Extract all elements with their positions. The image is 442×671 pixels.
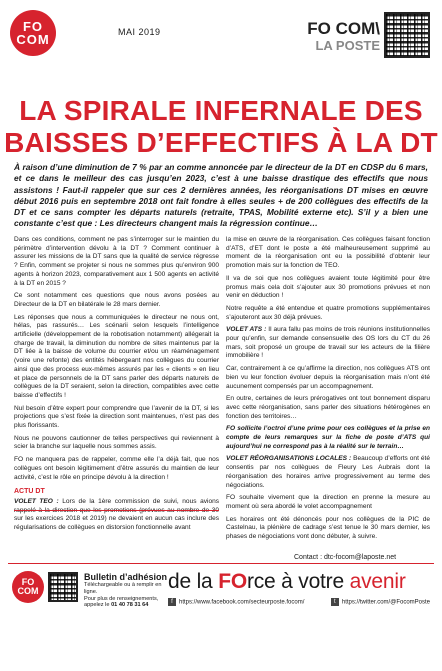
twitter-url: https://twitter.com/@FocomPoste (341, 599, 430, 606)
left-column (14, 236, 219, 537)
tagline-end: avenir (349, 570, 406, 593)
right-paragraph-5: En outre, certaines de leurs prérogatives ont tout bonnement disparu avec cette réorganisation, sans parler des situations hétérogènes en fonction des territoires… (226, 395, 430, 420)
facebook-url: https://www.facebook.com/secteurposte.focom/ (179, 599, 305, 606)
brand-subtitle: LA POSTE (315, 38, 380, 53)
volet-ats-paragraph (226, 326, 430, 361)
tagline-prefix: de la (168, 570, 219, 593)
issue-date: MAI 2019 (118, 27, 161, 37)
footer-logo-text-bottom: COM (17, 586, 39, 596)
logo-text-top: FO (22, 19, 44, 34)
footer-focom-logo (12, 571, 44, 603)
membership-phone-prefix: appelez le (84, 602, 112, 609)
headline-line-2: BAISSES D’EFFECTIFS À LA DT (4, 127, 438, 158)
left-paragraph-3: Les réponses que nous a communiquées le directeur ne nous ont, hélas, pas rassurés… Les scénarii selon lesquels l’intelligence artificielle (développement de la robotisation notamment) allégerait la charge de travail, la diminution du nombre de sites maintenus par la DT liée à la baisse de volume du courrier et/ou un réaménagement (voire une refonte) des entités hébergeant nos collègues du courrier ainsi que des process eux-mêmes assurés par les « clients » en lieu et place de personnels de la DT sans parler des départs naturels de collègues de la DT seraient, selon la direction, compatibles avec cette baisse d’effectifs ! (14, 313, 219, 399)
left-paragraph-1: Dans ces conditions, comment ne pas s’interroger sur le maintien du périmètre d’intervention dévolu à la DT ? Comment continuer à assurer les missions de la DT sans que la qualité de service régresse ? Enfin, comment se projeter si nous ne sommes plus qu’environ 900 agents à horizon 2023, comparativement aux 1 500 agents en activité à la DT en 2015 ? (14, 236, 219, 287)
right-paragraph-2: Il va de soi que nos collègues avaient toute légitimité pour être promus mais cela doit s’ajouter aux 30 promotions prévues et non venir en déduction ! (226, 274, 430, 300)
twitter-link[interactable] (331, 598, 430, 606)
volet-teo-paragraph (14, 498, 219, 533)
right-paragraph-4: Car, contrairement à ce qu’affirme la direction, nos collègues ATS ont bien vu leur fonction évoluer depuis la réorganisation mais n’ont été aucunement compensés par un accompagnement. (226, 365, 430, 390)
social-links (168, 598, 430, 606)
volet-ats-label: VOLET ATS : (226, 326, 267, 334)
right-column (226, 236, 430, 546)
volet-reorg-text: Beaucoup d’efforts ont été consentis par nos collègues de Fleury Les Aubrais dont la réorganisation des horaires arrive progressivement au terme des négociations. (226, 455, 430, 489)
qr-code-icon (384, 12, 430, 58)
footer-logo-text-top: FO (21, 577, 35, 587)
volet-reorg-label: VOLET RÉORGANISATIONS LOCALES : (226, 455, 352, 463)
volet-ats-text: Il aura fallu pas moins de trois réunions institutionnelles pour qu’enfin, sur demande consensuelle des OS lors du CT du 26 mars, soit proposé un groupe de travail sur les acteurs de la filière immobilière ! (226, 326, 430, 360)
brand-block (300, 20, 380, 52)
left-paragraph-2: Ce sont notamment ces questions que nous avons posées au Directeur de la DT en bilatérale le 28 mars dernier. (14, 292, 219, 308)
membership-phone: 01 40 78 31 64 (111, 602, 149, 609)
left-divider (14, 510, 219, 511)
fo-demand-paragraph: FO sollicite l’octroi d’une prime pour ces collègues et la prise en compte de leurs remarques sur la fiche de poste d’ATS qui aujourd’hui ne correspond pas à la réalité sur le terrain… (226, 425, 430, 450)
footer-divider (8, 563, 434, 564)
membership-form-line-1: Téléchargeable ou à remplir en ligne. (84, 582, 162, 595)
volet-reorg-paragraph (226, 455, 430, 490)
membership-form-line-3 (84, 602, 174, 609)
twitter-icon: t (331, 598, 339, 606)
right-paragraph-7: Les horaires ont été dénoncés pour nos collègues de la PIC de Castelnau, la plénière de cadrage s’est tenue le 30 mars dernier, les phases de négociations vont donc débuter, à suivre. (226, 515, 430, 541)
tagline-fo: FO (218, 570, 247, 593)
headline (0, 95, 442, 159)
facebook-icon: f (168, 598, 176, 606)
headline-line-1: LA SPIRALE INFERNALE DES (19, 95, 423, 126)
facebook-link[interactable] (168, 598, 304, 606)
right-paragraph-3: Notre requête a été entendue et quatre promotions supplémentaires s’ajouteront aux 30 déjà prévues. (226, 304, 430, 321)
membership-form-block (84, 572, 174, 609)
left-paragraph-4: Nul besoin d’être expert pour comprendre que l’avenir de la DT, si les projections que s’est fixée la direction sont maintenues, n’est pas des plus florissants. (14, 404, 219, 430)
actu-dt-heading: ACTU DT (14, 488, 45, 496)
focom-logo (10, 10, 56, 56)
left-paragraph-5: Nous ne pouvons cautionner de telles perspectives qui reviennent à scier la branche sur laquelle nous sommes assis. (14, 434, 219, 451)
membership-form-line-2: Pour plus de renseignements, (84, 595, 159, 602)
right-paragraph-1: la mise en œuvre de la réorganisation. Ces collègues faisant fonction d’ATS, d’ET dont le poste a été malheureusement supprimé au moment de la réorganisation ont eu la possibilité d’obtenir leur promotion mais sur la fonction de TEO. (226, 236, 430, 270)
volet-teo-text: Lors de la 1ère commission de suivi, nous avions sur les exercices 2018 et 2019) ne devaient en aucun cas inclure des régularisations de collègues en distorsion fonctionnelle avant (14, 497, 219, 532)
left-paragraph-6: FO ne manquera pas de rappeler, comme elle l’a déjà fait, que nos collègues ont besoin légitimement d’être assurés du maintien de leur activité, c’est le rôle en principe dévolu à la direction ! (14, 456, 219, 481)
membership-form-title: Bulletin d’adhésion (84, 572, 168, 582)
brand-name: FO COM\ (307, 19, 380, 38)
tagline-middle: rce à votre (246, 570, 350, 593)
right-paragraph-6: FO souhaite vivement que la direction en prenne la mesure au moment où sera abordé le volet accompagnement (226, 494, 430, 510)
footer-qr-code-icon (48, 572, 78, 602)
logo-text-bottom: COM (16, 32, 50, 47)
lede-paragraph: À raison d’une diminution de 7 % par an comme annoncée par le directeur de la DT en CDSP du 6 mars, et ce dans le meilleur des cas jusqu’en 2023, c’est à une baisse drastique des effectifs que nous assistons ! Faut-il rappeler que sur ces 2 dernières années, les réorganisations DT mises en œuvre début 2016 puis en septembre 2018 ont fait fondre à elles seules + de 200 collègues des effectifs de la DT et ce sans compter les départs naturels (retraite, TPAS, Mobilité externe etc). S’il y a bien une constante c’est que : Les directeurs changent mais la régression continue… (14, 162, 428, 229)
tagline (168, 570, 406, 594)
contact-email: Contact : dtc-focom@laposte.net (294, 554, 397, 561)
volet-teo-label: VOLET TEO : (14, 497, 59, 505)
